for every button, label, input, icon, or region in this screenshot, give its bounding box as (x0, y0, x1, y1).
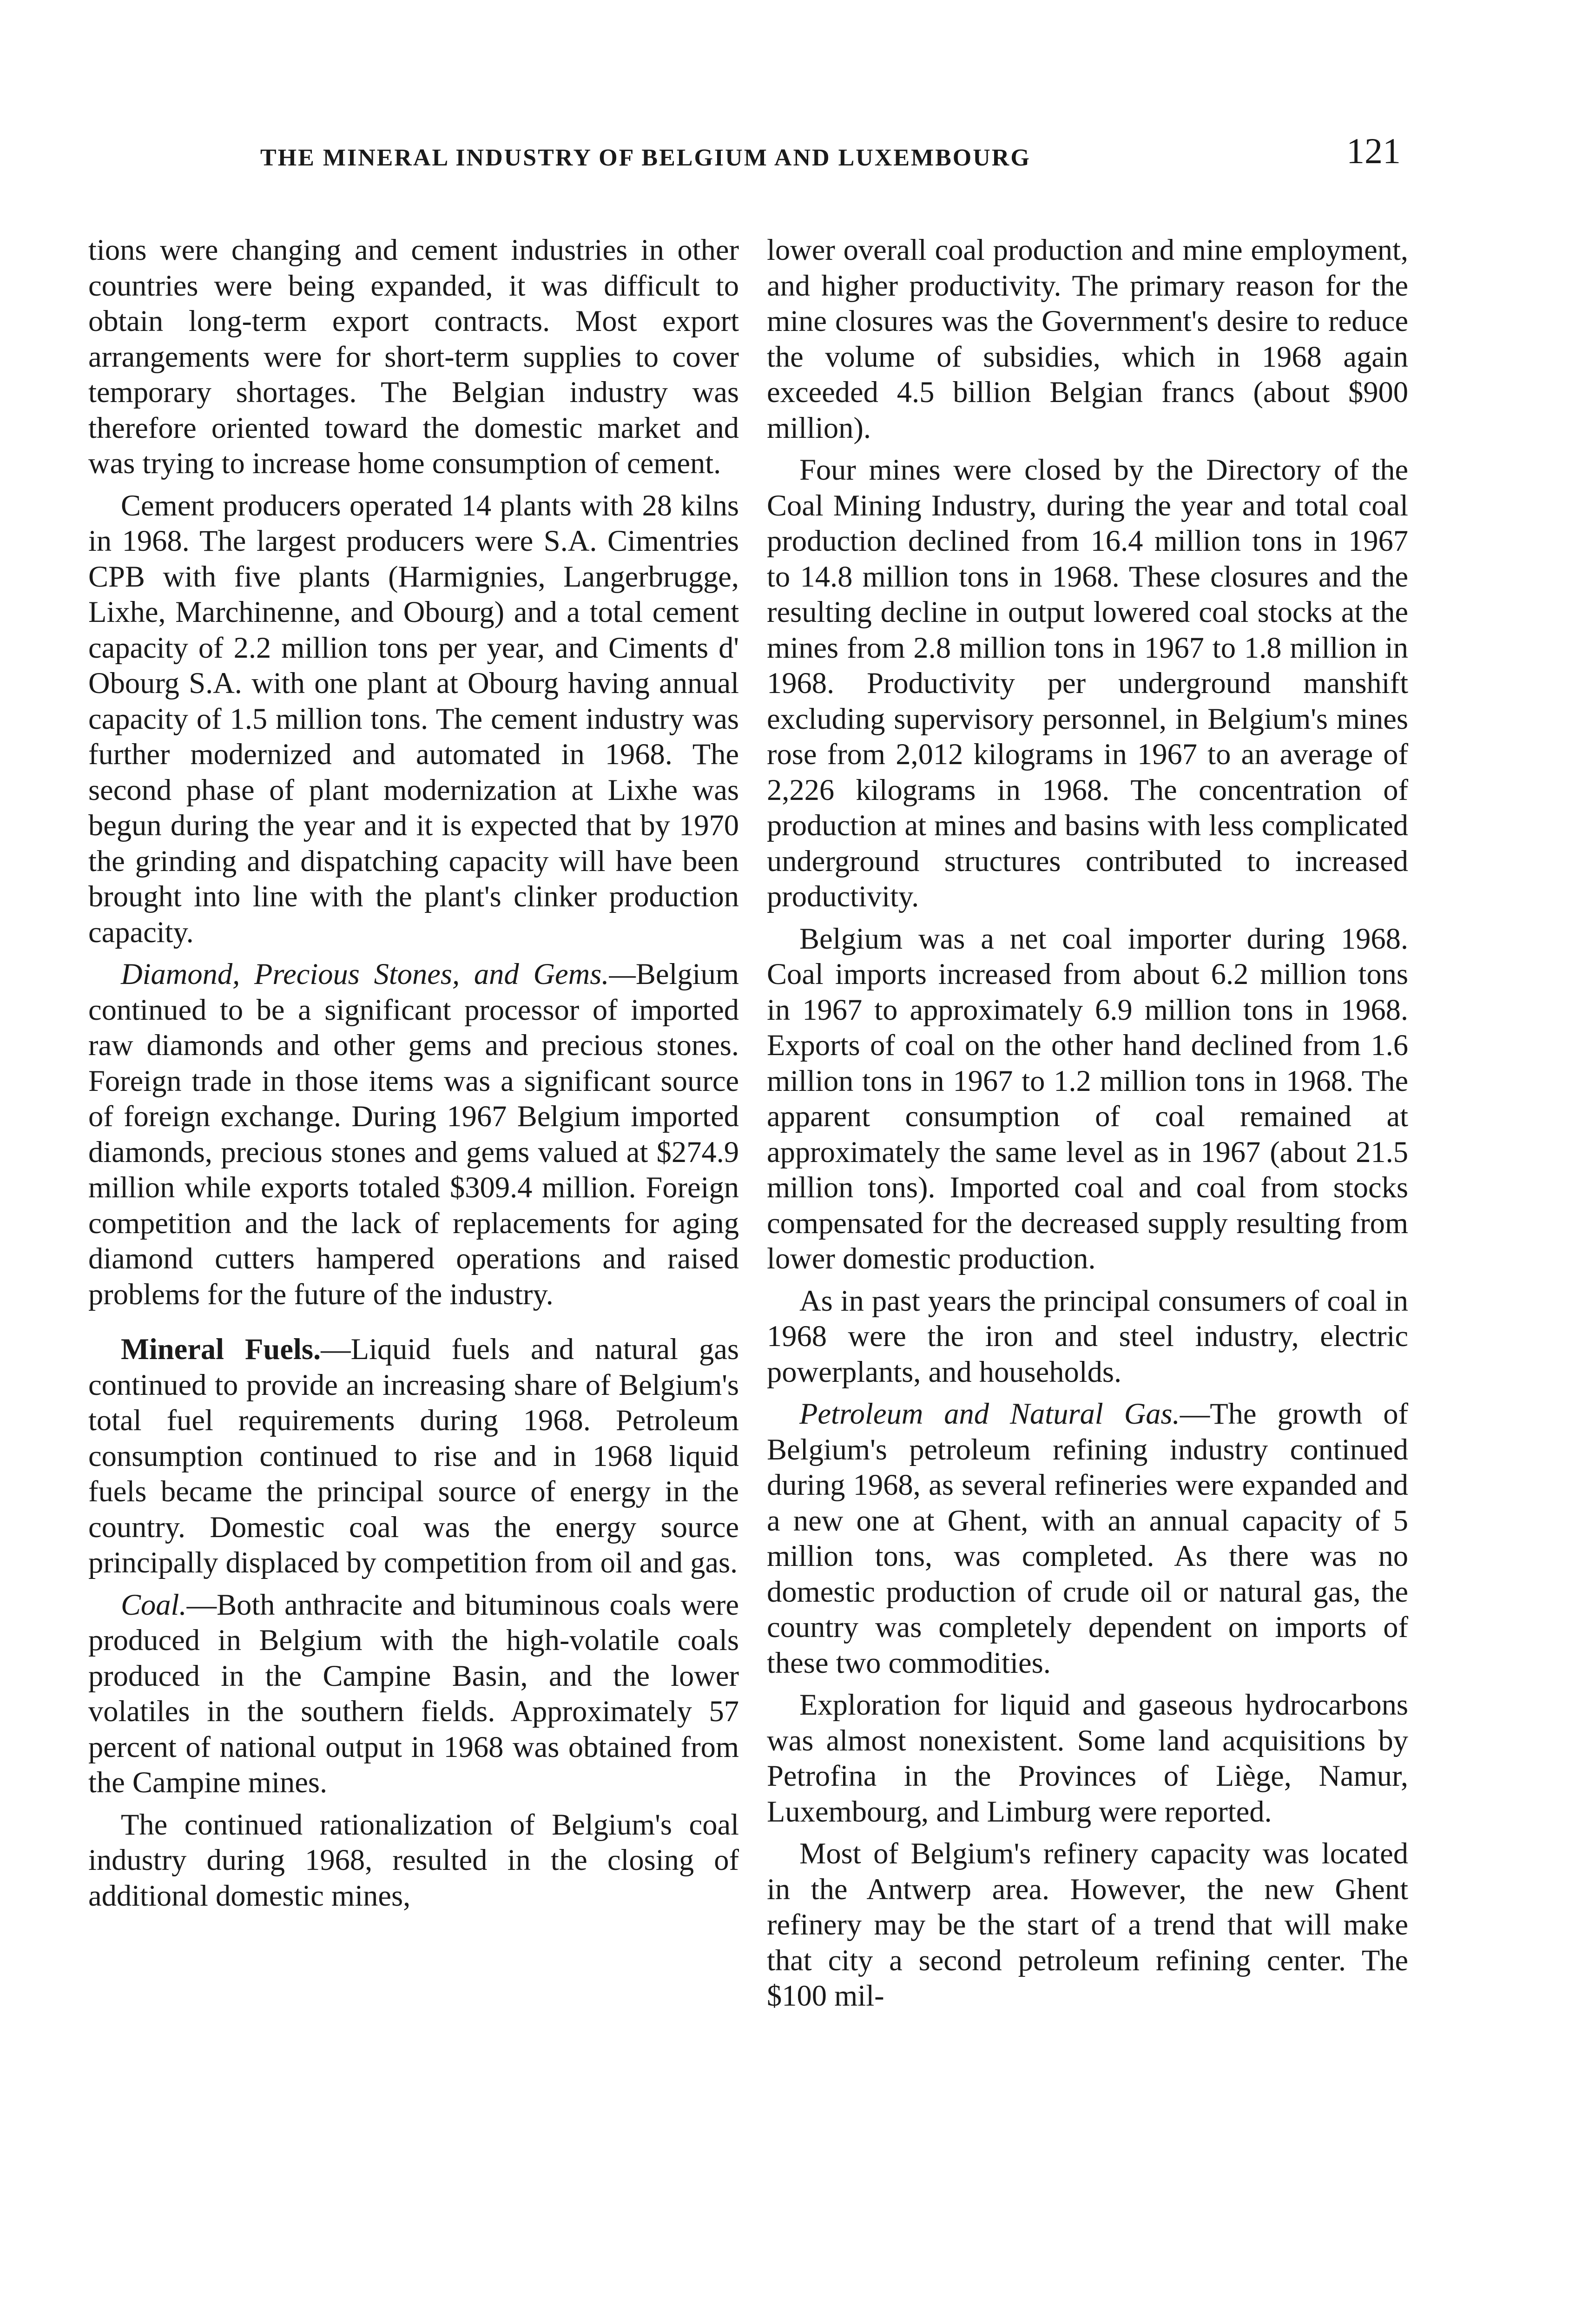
page-header (0, 0, 1589, 186)
heading-diamonds: Diamond, Precious Stones, and Gems.— (121, 957, 636, 990)
running-title: THE MINERAL INDUSTRY OF BELGIUM AND LUXEMBOURG (260, 145, 1031, 171)
paragraph-mine-closures: lower overall coal production and mine employment, and higher productivity. The primary reason for the mine closures was the Government's desire to reduce the volume of subsidies, which in 1968 again exceeded 4.5 billion Belgian francs (about $900 million). (767, 233, 1408, 444)
paragraph-exploration: Exploration for liquid and gaseous hydrocarbons was almost nonexistent. Some land acquisitions by Petrofina in the Provinces of Liège, Namur, Luxembourg, and Limburg were reported. (767, 1688, 1408, 1828)
paragraph-petroleum-body: —The growth of Belgium's petroleum refining industry continued during 1968, as several refineries were expanded and a new one at Ghent, with an annual capacity of 5 million tons, was completed. As there was no domestic production of crude oil or natural gas, the country was completely dependent on imports of these two commodities. (767, 1397, 1408, 1679)
paragraph-refinery-capacity: Most of Belgium's refinery capacity was located in the Antwerp area. However, the new Ghent refinery may be the start of a trend that will make that city a second petroleum refining center. The $100 mil- (767, 1837, 1408, 2012)
paragraph-mineral-fuels (88, 1332, 739, 1581)
paragraph-petroleum (767, 1396, 1408, 1681)
page-number: 121 (1346, 131, 1401, 171)
paragraph-coal-consumers: As in past years the principal consumers of coal in 1968 were the iron and steel industry, electric powerplants, and households. (767, 1284, 1408, 1388)
paragraph-cement-exports: tions were changing and cement industries in other countries were being expanded, it was difficult to obtain long-term export contracts. Most export arrangements were for short-term supplies to cover temporary shortages. The Belgian industry was therefore oriented toward the domestic market and was trying to increase home consumption of cement. (88, 233, 739, 480)
paragraph-diamonds-body: Belgium continued to be a significant processor of imported raw diamonds and other gems and precious stones. Foreign trade in those items was a significant source of foreign exchange. During 1967 Belgium imported diamonds, precious stones and gems valued at $274.9 million while exports totaled $309.4 million. Foreign competition and the lack of replacements for aging diamond cutters hampered operations and raised problems for the future of the industry. (88, 957, 739, 1311)
paragraph-mineral-fuels-body: —Liquid fuels and natural gas continued to provide an increasing share of Belgium's total fuel requirements during 1968. Petroleum consumption continued to rise and in 1968 liquid fuels became the principal source of energy in the country. Domestic coal was the energy source principally displaced by competition from oil and gas. (88, 1333, 739, 1579)
heading-petroleum: Petroleum and Natural Gas. (799, 1397, 1180, 1430)
paragraph-coal-production: Four mines were closed by the Directory of the Coal Mining Industry, during the year and total coal production declined from 16.4 million tons in 1967 to 14.8 million tons in 1968. These closures and the resulting decline in output lowered coal stocks at the mines from 2.8 million tons in 1967 to 1.8 million in 1968. Productivity per underground manshift excluding supervisory personnel, in Belgium's mines rose from 2,012 kilograms in 1967 to an average of 2,226 kilograms in 1968. The concentration of production at mines and basins with less complicated underground structures contributed to increased productivity. (767, 453, 1408, 913)
paragraph-coal (88, 1587, 739, 1801)
paragraph-coal-trade: Belgium was a net coal importer during 1968. Coal imports increased from about 6.2 million tons in 1967 to approximately 6.9 million tons in 1968. Exports of coal on the other hand declined from 1.6 million tons in 1967 to 1.2 million tons in 1968. The apparent consumption of coal remained at approximately the same level as in 1967 (about 21.5 million tons). Imported coal and coal from stocks compensated for the decreased supply resulting from lower domestic production. (767, 922, 1408, 1275)
heading-mineral-fuels: Mineral Fuels. (121, 1333, 321, 1366)
paragraph-coal-rationalization: The continued rationalization of Belgium's coal industry during 1968, resulted in the closing of additional domestic mines, (88, 1808, 739, 1912)
right-column (767, 232, 1408, 2020)
paragraph-coal-body: —Both anthracite and bituminous coals were produced in Belgium with the high-volatile coals produced in the Campine Basin, and the lower volatiles in the southern fields. Approximately 57 percent of national output in 1968 was obtained from the Campine mines. (88, 1588, 739, 1799)
paragraph-cement-producers: Cement producers operated 14 plants with 28 kilns in 1968. The largest producers were S.A. Cimentries CPB with five plants (Harmignies, Langerbrugge, Lixhe, Marchinenne, and Obourg) and a total cement capacity of 2.2 million tons per year, and Ciments d' Obourg S.A. with one plant at Obourg having annual capacity of 1.5 million tons. The cement industry was further modernized and automated in 1968. The second phase of plant modernization at Lixhe was begun during the year and it is expected that by 1970 the grinding and dispatching capacity will have been brought into line with the plant's clinker production capacity. (88, 489, 739, 949)
paragraph-diamonds (88, 957, 739, 1312)
heading-coal: Coal. (121, 1588, 187, 1621)
left-column (88, 232, 739, 1920)
